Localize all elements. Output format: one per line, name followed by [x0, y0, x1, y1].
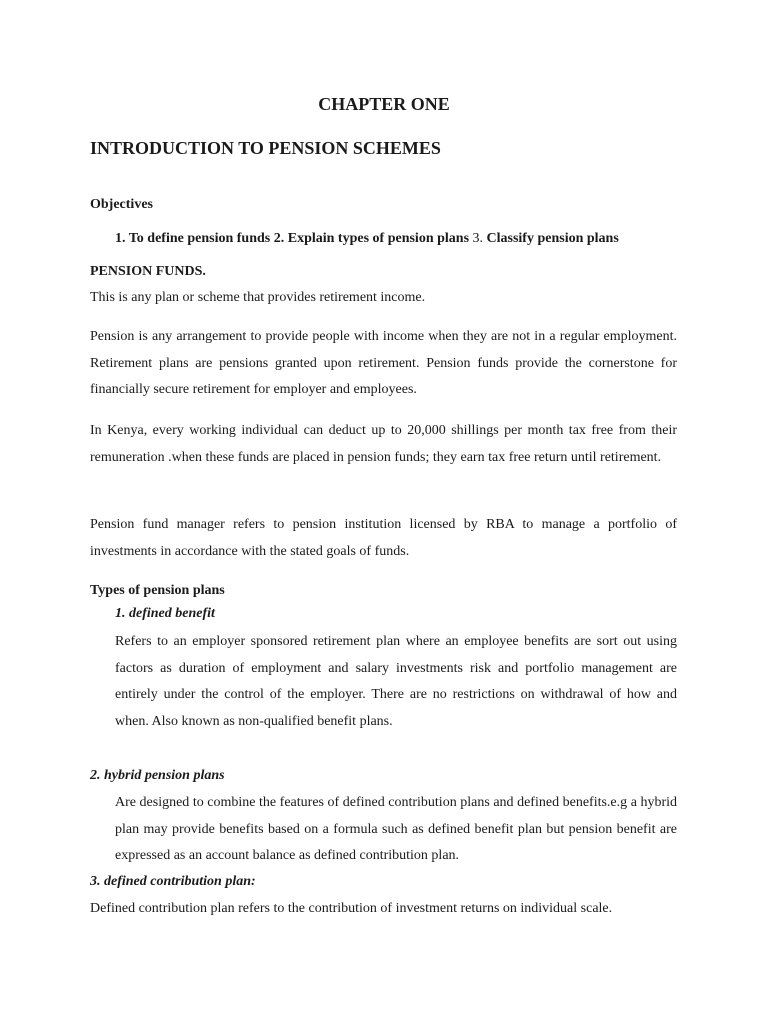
pension-funds-para-1: This is any plan or scheme that provides retirement income. — [90, 290, 426, 305]
main-title: INTRODUCTION TO PENSION SCHEMES — [90, 138, 441, 158]
objectives-heading: Objectives — [90, 197, 153, 212]
chapter-title: CHAPTER ONE — [318, 94, 450, 114]
defined-contribution-label: 3. defined contribution plan: — [90, 874, 256, 889]
defined-benefit-label: 1. defined benefit — [115, 606, 215, 621]
objectives-list — [115, 231, 619, 247]
defined-contribution-text: Defined contribution plan refers to the contribution of investment returns on individual scale. — [90, 901, 613, 916]
pension-funds-heading: PENSION FUNDS. — [90, 264, 206, 279]
objectives-part-2: 3. — [472, 231, 487, 246]
hybrid-label: 2. hybrid pension plans — [90, 768, 225, 783]
pension-funds-para-3: In Kenya, every working individual can deduct up to 20,000 shillings per month tax free from their remuneration .when these funds are placed in pension funds; they earn tax free return until retirement. — [90, 423, 677, 465]
types-heading: Types of pension plans — [90, 583, 225, 598]
defined-benefit-text: Refers to an employer sponsored retirement plan where an employee benefits are sort out using factors as duration of employment and salary investments risk and portfolio management are entirely under the control of the employer. There are no restrictions on withdrawal of how and when. Also known as non-qualified benefit plans. — [115, 634, 677, 729]
objectives-part-3: Classify pension plans — [486, 231, 619, 246]
pension-funds-para-4: Pension fund manager refers to pension institution licensed by RBA to manage a portfolio of investments in accordance with the stated goals of funds. — [90, 517, 677, 559]
hybrid-text: Are designed to combine the features of defined contribution plans and defined benefits.e.g a hybrid plan may provide benefits based on a formula such as defined benefit plan but pension benefit are expressed as an account balance as defined contribution plan. — [115, 795, 677, 863]
pension-funds-para-2: Pension is any arrangement to provide people with income when they are not in a regular employment. Retirement plans are pensions granted upon retirement. Pension funds provide the cornerstone for financially secure retirement for employer and employees. — [90, 329, 677, 397]
objectives-part-1: 1. To define pension funds 2. Explain types of pension plans — [115, 231, 473, 246]
